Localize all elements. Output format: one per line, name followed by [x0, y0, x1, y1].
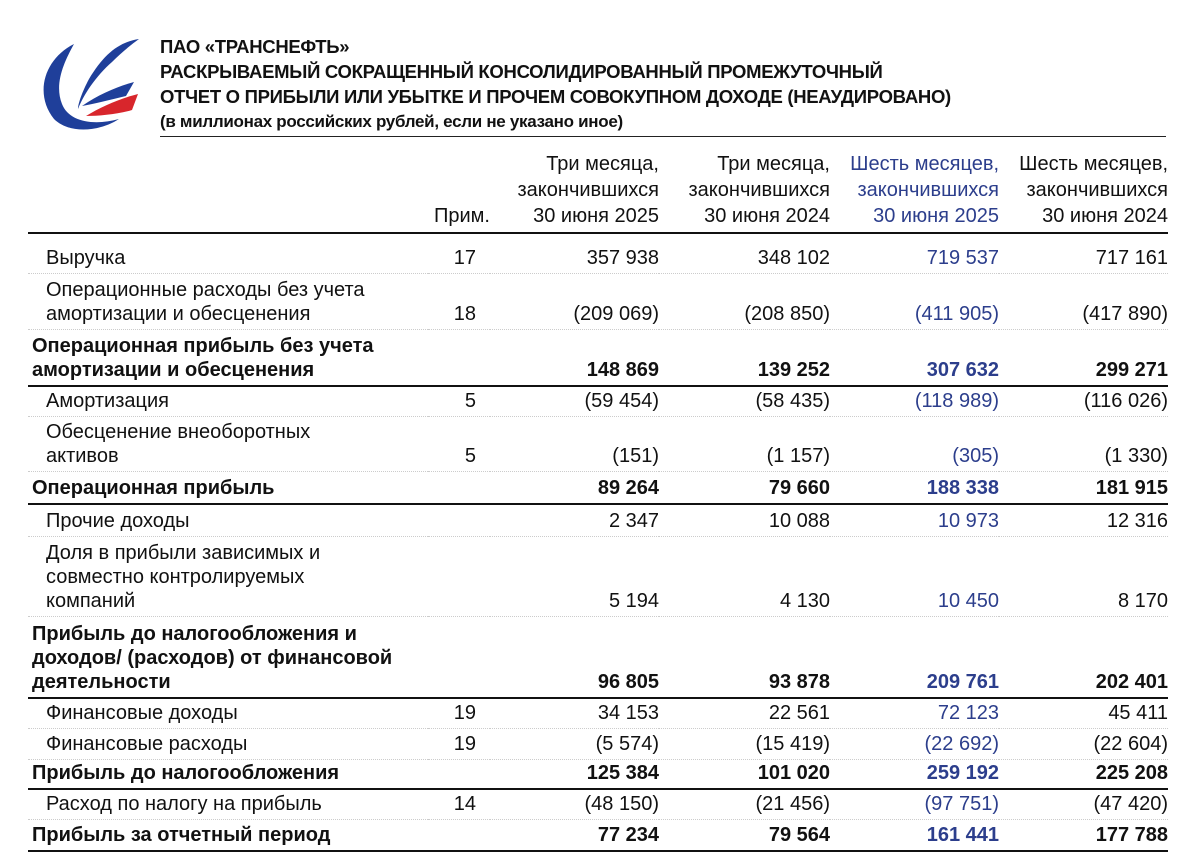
- row-label-line: Операционная прибыль без учета: [32, 335, 374, 357]
- company-name: ПАО «ТРАНСНЕФТЬ»: [160, 36, 350, 57]
- value-cell: 10 973: [830, 504, 999, 536]
- row-label-line: амортизации и обесценения: [32, 359, 315, 381]
- row-label-line: Прочие доходы: [46, 509, 190, 532]
- row-label: [28, 416, 428, 471]
- value-cell: 12 316: [999, 504, 1168, 536]
- value-cell: (21 456): [659, 789, 830, 819]
- value-cell: 96 805: [490, 616, 659, 698]
- income-statement-table: [28, 150, 1168, 852]
- note-ref: 19: [428, 698, 490, 728]
- value-cell: 188 338: [830, 471, 999, 504]
- value-cell: (15 419): [659, 728, 830, 759]
- row-label-line: Прибыль до налогообложения и: [32, 623, 357, 645]
- row-label-line: Расход по налогу на прибыль: [46, 792, 322, 815]
- row-label: [28, 789, 428, 819]
- row-label-line: деятельности: [32, 671, 171, 693]
- note-ref: [428, 759, 490, 789]
- value-cell: 8 170: [999, 536, 1168, 616]
- note-ref: [428, 329, 490, 386]
- row-label: [28, 504, 428, 536]
- note-ref: 14: [428, 789, 490, 819]
- note-ref: [428, 536, 490, 616]
- value-cell: 299 271: [999, 329, 1168, 386]
- value-cell: (22 604): [999, 728, 1168, 759]
- value-cell: (209 069): [490, 273, 659, 329]
- value-cell: (411 905): [830, 273, 999, 329]
- table-body: [28, 233, 1168, 851]
- value-cell: 2 347: [490, 504, 659, 536]
- column-header-period: [490, 150, 659, 233]
- value-cell: (59 454): [490, 386, 659, 416]
- value-cell: (151): [490, 416, 659, 471]
- note-ref: 5: [428, 386, 490, 416]
- transneft-logo: [34, 34, 144, 134]
- row-label: [28, 759, 428, 789]
- row-label: [28, 698, 428, 728]
- table-row-total: [28, 759, 1168, 789]
- value-cell: 4 130: [659, 536, 830, 616]
- table-row: [28, 698, 1168, 728]
- note-ref: 19: [428, 728, 490, 759]
- column-header-line: 30 июня 2024: [1042, 205, 1168, 227]
- value-cell: 177 788: [999, 819, 1168, 851]
- value-cell: 10 450: [830, 536, 999, 616]
- value-cell: 719 537: [830, 233, 999, 273]
- column-header-line: Прим.: [434, 205, 490, 227]
- table-row-total: [28, 819, 1168, 851]
- table-row: [28, 536, 1168, 616]
- row-label-line: амортизации и обесценения: [46, 302, 311, 325]
- header-blank: [28, 150, 428, 233]
- value-cell: 125 384: [490, 759, 659, 789]
- column-header-line: 30 июня 2025: [873, 205, 999, 227]
- column-header-line: Шесть месяцев,: [1019, 153, 1168, 175]
- value-cell: 79 660: [659, 471, 830, 504]
- value-cell: 357 938: [490, 233, 659, 273]
- value-cell: 209 761: [830, 616, 999, 698]
- table-row-total: [28, 329, 1168, 386]
- table-row: [28, 728, 1168, 759]
- column-header-line: закончившихся: [1026, 179, 1168, 201]
- column-header-note: [428, 150, 490, 233]
- row-label: [28, 329, 428, 386]
- note-ref: 18: [428, 273, 490, 329]
- value-cell: (118 989): [830, 386, 999, 416]
- row-label-line: компаний: [46, 589, 136, 612]
- value-cell: 10 088: [659, 504, 830, 536]
- row-label-line: Амортизация: [46, 389, 169, 412]
- table-row: [28, 386, 1168, 416]
- row-label: [28, 616, 428, 698]
- value-cell: (97 751): [830, 789, 999, 819]
- row-label-line: Операционные расходы без учета: [46, 278, 365, 301]
- header-divider: [160, 136, 1166, 137]
- row-label-line: Прибыль за отчетный период: [32, 824, 331, 846]
- row-label-line: Финансовые доходы: [46, 701, 238, 724]
- value-cell: 77 234: [490, 819, 659, 851]
- report-header: [160, 34, 1160, 134]
- value-cell: 45 411: [999, 698, 1168, 728]
- value-cell: (1 330): [999, 416, 1168, 471]
- value-cell: (1 157): [659, 416, 830, 471]
- value-cell: 79 564: [659, 819, 830, 851]
- value-cell: 181 915: [999, 471, 1168, 504]
- units-note: (в миллионах российских рублей, если не указано иное): [160, 112, 623, 131]
- column-header-line: закончившихся: [857, 179, 999, 201]
- value-cell: 89 264: [490, 471, 659, 504]
- column-header-period: [659, 150, 830, 233]
- value-cell: 307 632: [830, 329, 999, 386]
- row-label-line: Операционная прибыль: [32, 477, 275, 499]
- column-header-period: [830, 150, 999, 233]
- value-cell: 72 123: [830, 698, 999, 728]
- row-label-line: Прибыль до налогообложения: [32, 762, 340, 784]
- value-cell: (116 026): [999, 386, 1168, 416]
- value-cell: (47 420): [999, 789, 1168, 819]
- row-label: [28, 386, 428, 416]
- value-cell: 5 194: [490, 536, 659, 616]
- column-header-line: закончившихся: [517, 179, 659, 201]
- value-cell: 93 878: [659, 616, 830, 698]
- table-row: [28, 789, 1168, 819]
- value-cell: 148 869: [490, 329, 659, 386]
- column-header-line: закончившихся: [688, 179, 830, 201]
- row-label: [28, 536, 428, 616]
- row-label: [28, 728, 428, 759]
- value-cell: (48 150): [490, 789, 659, 819]
- report-title-line1: РАСКРЫВАЕМЫЙ СОКРАЩЕННЫЙ КОНСОЛИДИРОВАННЫЙ ПРОМЕЖУТОЧНЫЙ: [160, 61, 883, 82]
- note-ref: 5: [428, 416, 490, 471]
- table-row-total: [28, 471, 1168, 504]
- row-label-line: доходов/ (расходов) от финансовой: [32, 647, 393, 669]
- table-row: [28, 233, 1168, 273]
- table-row-total: [28, 616, 1168, 698]
- value-cell: (22 692): [830, 728, 999, 759]
- note-ref: [428, 504, 490, 536]
- value-cell: 22 561: [659, 698, 830, 728]
- column-header-line: 30 июня 2024: [704, 205, 830, 227]
- table-header-row: [28, 150, 1168, 233]
- value-cell: 717 161: [999, 233, 1168, 273]
- value-cell: (58 435): [659, 386, 830, 416]
- value-cell: (305): [830, 416, 999, 471]
- table-row: [28, 273, 1168, 329]
- row-label-line: Обесценение внеоборотных: [46, 420, 311, 443]
- row-label: [28, 471, 428, 504]
- value-cell: (417 890): [999, 273, 1168, 329]
- column-header-line: Три месяца,: [546, 153, 659, 175]
- value-cell: 259 192: [830, 759, 999, 789]
- row-label-line: Финансовые расходы: [46, 732, 248, 755]
- row-label-line: совместно контролируемых: [46, 565, 305, 588]
- row-label-line: Выручка: [46, 246, 126, 269]
- column-header-line: Шесть месяцев,: [850, 153, 999, 175]
- row-label: [28, 273, 428, 329]
- table-row: [28, 416, 1168, 471]
- value-cell: (5 574): [490, 728, 659, 759]
- value-cell: 348 102: [659, 233, 830, 273]
- value-cell: (208 850): [659, 273, 830, 329]
- note-ref: [428, 616, 490, 698]
- note-ref: [428, 471, 490, 504]
- column-header-period: [999, 150, 1168, 233]
- column-header-line: 30 июня 2025: [533, 205, 659, 227]
- value-cell: 202 401: [999, 616, 1168, 698]
- column-header-line: Три месяца,: [717, 153, 830, 175]
- value-cell: 34 153: [490, 698, 659, 728]
- row-label-line: активов: [46, 444, 119, 467]
- value-cell: 139 252: [659, 329, 830, 386]
- value-cell: 161 441: [830, 819, 999, 851]
- row-label-line: Доля в прибыли зависимых и: [46, 541, 321, 564]
- table-row: [28, 504, 1168, 536]
- value-cell: 225 208: [999, 759, 1168, 789]
- note-ref: 17: [428, 233, 490, 273]
- row-label: [28, 233, 428, 273]
- note-ref: [428, 819, 490, 851]
- report-title-line2: ОТЧЕТ О ПРИБЫЛИ ИЛИ УБЫТКЕ И ПРОЧЕМ СОВОКУПНОМ ДОХОДЕ (НЕАУДИРОВАНО): [160, 86, 951, 107]
- row-label: [28, 819, 428, 851]
- value-cell: 101 020: [659, 759, 830, 789]
